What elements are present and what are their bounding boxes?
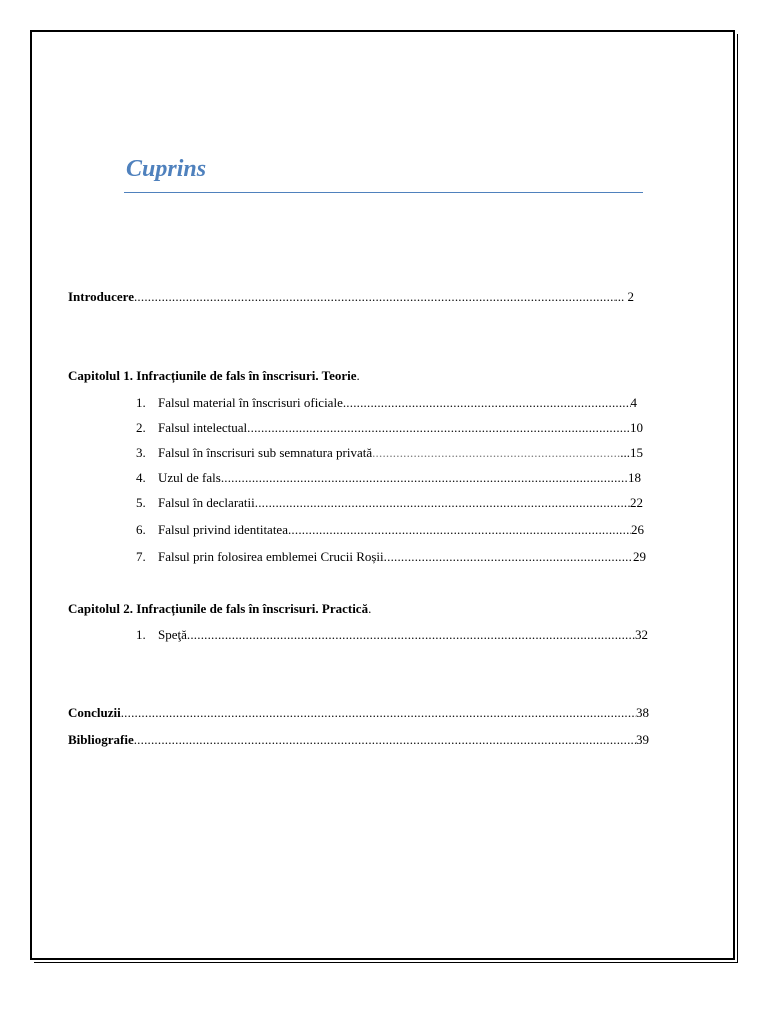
chapter-1-heading[interactable] bbox=[68, 367, 360, 385]
toc-entry-label: Falsul în declaratii bbox=[158, 495, 255, 510]
dot-leader bbox=[121, 704, 636, 722]
toc-entry-page: 10 bbox=[630, 420, 643, 435]
toc-entry-ch1-5[interactable] bbox=[136, 494, 643, 512]
dot-leader bbox=[343, 394, 631, 412]
toc-entry-number: 5. bbox=[136, 495, 146, 510]
toc-entry-number: 4. bbox=[136, 470, 146, 485]
toc-entry-conclusions[interactable] bbox=[68, 704, 649, 722]
toc-entry-ch1-7[interactable] bbox=[136, 548, 646, 566]
dot-leader bbox=[255, 494, 630, 512]
toc-title: Cuprins bbox=[126, 156, 207, 182]
toc-entry-label: Falsul privind identitatea bbox=[158, 522, 288, 537]
toc-entry-label: Bibliografie bbox=[68, 732, 134, 747]
toc-entry-ch1-6[interactable] bbox=[136, 521, 644, 539]
toc-entry-page: 29 bbox=[633, 549, 646, 564]
toc-entry-bibliography[interactable] bbox=[68, 731, 649, 749]
toc-entry-ch1-4[interactable] bbox=[136, 469, 641, 487]
toc-entry-ch1-1[interactable] bbox=[136, 394, 637, 412]
toc-entry-page: ...15 bbox=[620, 445, 643, 460]
toc-entry-number: 1. bbox=[136, 395, 146, 410]
toc-entry-label: Uzul de fals bbox=[158, 470, 221, 485]
toc-entry-number: 1. bbox=[136, 627, 146, 642]
toc-entry-label: Speţă bbox=[158, 627, 187, 642]
toc-entry-ch1-2[interactable] bbox=[136, 419, 643, 437]
dot-leader bbox=[221, 469, 628, 487]
chapter-1-heading-end: . bbox=[356, 368, 360, 383]
dot-leader bbox=[372, 444, 620, 462]
toc-entry-label: Introducere bbox=[68, 289, 134, 304]
dot-leader bbox=[187, 626, 635, 644]
toc-entry-ch1-3[interactable] bbox=[136, 444, 643, 462]
toc-entry-number: 7. bbox=[136, 549, 146, 564]
toc-entry-page: ... 2 bbox=[614, 289, 634, 304]
toc-entry-ch2-1[interactable] bbox=[136, 626, 648, 644]
toc-entry-number: 6. bbox=[136, 522, 146, 537]
toc-entry-label: Falsul material în înscrisuri oficiale bbox=[158, 395, 343, 410]
dot-leader bbox=[134, 731, 636, 749]
toc-entry-page: 26 bbox=[631, 522, 644, 537]
toc-entry-page: 32 bbox=[635, 627, 648, 642]
toc-entry-introduction[interactable] bbox=[68, 288, 634, 306]
toc-entry-label: Falsul intelectual bbox=[158, 420, 248, 435]
toc-entry-label: Concluzii bbox=[68, 705, 121, 720]
toc-entry-page: 22 bbox=[630, 495, 643, 510]
toc-entry-page: 38 bbox=[636, 705, 649, 720]
toc-entry-page: 4 bbox=[630, 395, 637, 410]
title-underline bbox=[124, 192, 643, 193]
toc-entry-label: Falsul prin folosirea emblemei Crucii Roșii bbox=[158, 549, 384, 564]
chapter-1-heading-text: Capitolul 1. Infracțiunile de fals în înscrisuri. Teorie bbox=[68, 368, 357, 383]
toc-entry-label: Falsul în înscrisuri sub semnatura privată bbox=[158, 445, 373, 460]
dot-leader bbox=[247, 419, 630, 437]
chapter-2-heading-end: . bbox=[368, 601, 372, 616]
toc-entry-page: 39 bbox=[636, 732, 649, 747]
chapter-2-heading[interactable] bbox=[68, 600, 371, 618]
toc-entry-number: 3. bbox=[136, 445, 146, 460]
chapter-2-heading-text: Capitolul 2. Infracțiunile de fals în înscrisuri. Practică bbox=[68, 601, 369, 616]
toc-entry-page: 18 bbox=[628, 470, 641, 485]
dot-leader bbox=[288, 521, 631, 539]
toc-entry-number: 2. bbox=[136, 420, 146, 435]
dot-leader bbox=[384, 548, 633, 566]
dot-leader bbox=[134, 288, 615, 306]
